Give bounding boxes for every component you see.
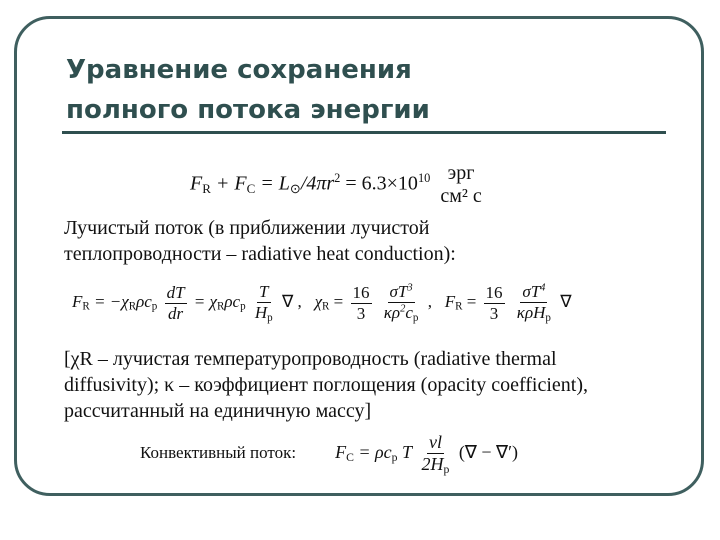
- paragraph2-line1: [χR – лучистая температуропроводность (radiative thermal: [64, 348, 557, 370]
- radiative-flux-equations: $F_R = -\chi_R\rho c_p$ $\frac{dT}{dr}$ = $\chi_R\rho c_p$ $\frac{T}{H_p}$ ∇ , $\chi_R$ = $\frac{16}{3}$ $\frac{\sigma T^3}{\kappa\rho^2c_p}$ , $F_R$ = $\frac{16}{3}$ $\frac{\sigma T^4}{\kappa\rho H_p}$ ∇: [72, 282, 572, 324]
- title-line-1: Уравнение сохранения: [66, 55, 412, 85]
- slide-title: [66, 50, 430, 130]
- energy-conservation-equation: $F_R + F_C = L_⊙/4\pi r^2 = 6.3\times 10^{10}$ эрг см² с: [190, 162, 482, 207]
- sigmaT4-fraction: $\frac{\sigma T^4}{\kappa\rho H_p}$: [516, 282, 551, 324]
- convective-flux-line: Конвективный поток: $F_C = \rho c_p$ T $\frac{\nu l}{2H_p}$ (∇ − ∇′): [140, 432, 519, 476]
- vl-2Hp-fraction: $\frac{\nu l}{2H_p}$: [421, 432, 450, 476]
- title-line-2: полного потока энергии: [66, 95, 430, 125]
- 16-3-fraction-a: $\frac{16}{3}$: [352, 282, 370, 323]
- paragraph1-line2: теплопроводности – radiative heat conduction):: [64, 243, 456, 265]
- convective-label: Конвективный поток:: [140, 443, 297, 463]
- dT-dr-fraction: $\frac{dT}{dr}$: [166, 282, 185, 323]
- title-divider: [62, 131, 666, 134]
- paragraph2-line2: diffusivity); κ – коэффициент поглощения (opacity coefficient),: [64, 374, 588, 396]
- T-Hp-fraction: $\frac{T}{H_p}$: [254, 282, 273, 324]
- paragraph1-line1: Лучистый поток (в приближении лучистой: [64, 217, 430, 239]
- paragraph2-line3: рассчитанный на единичную массу]: [64, 400, 372, 422]
- unit-fraction: эрг см² с: [440, 162, 482, 207]
- diffusivity-paragraph: [64, 346, 588, 424]
- 16-3-fraction-b: $\frac{16}{3}$: [485, 282, 503, 323]
- radiative-flux-paragraph: [64, 215, 456, 267]
- sigmaT3-fraction: $\frac{\sigma T^3}{\kappa\rho^2c_p}$: [383, 282, 419, 324]
